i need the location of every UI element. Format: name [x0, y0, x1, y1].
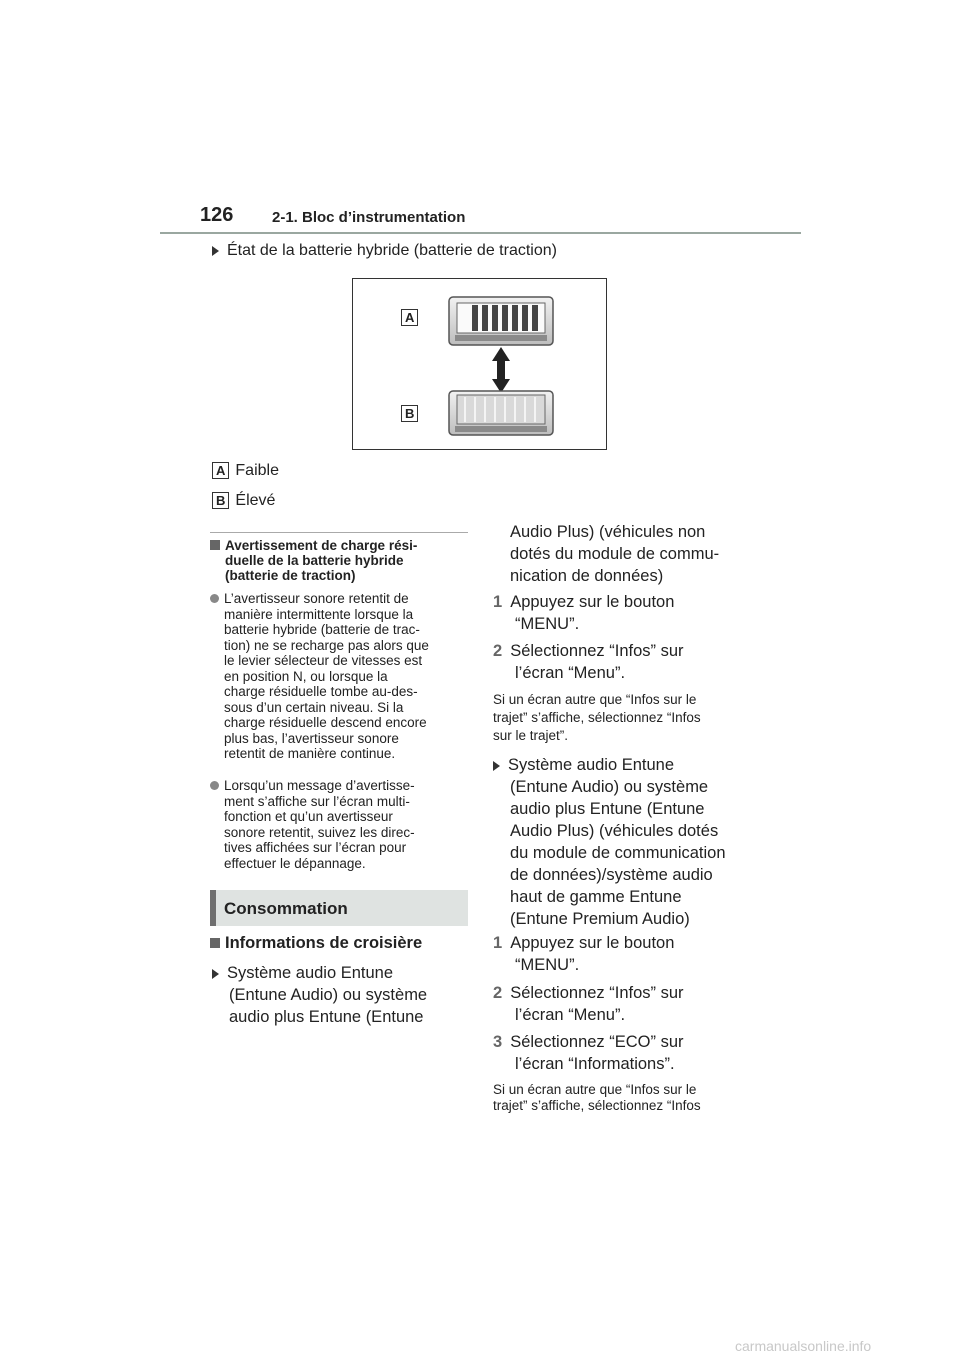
warning-heading-line: Avertissement de charge rési- [225, 538, 418, 553]
triangle-bullet-icon [493, 761, 500, 771]
step-line: l’écran “Menu”. [515, 1006, 626, 1024]
page-number: 126 [200, 204, 234, 226]
bullet-line: (Entune Premium Audio) [510, 910, 690, 928]
step-line: Sélectionnez “Infos” sur [510, 642, 684, 660]
step-number: 1 [493, 593, 503, 611]
step-number: 3 [493, 1033, 503, 1051]
bullet-line: du module de communication [510, 844, 726, 862]
warning-item-line: tion) ne se recharge pas alors que [224, 637, 429, 653]
warning-item-line: Lorsqu’un message d’avertisse- [224, 778, 415, 793]
legend-text-b: Élevé [235, 492, 276, 509]
note-line: Si un écran autre que “Infos sur le [493, 692, 697, 707]
audio-bullet-line: (Entune Audio) ou système [229, 986, 428, 1004]
note-line: sur le trajet”. [493, 728, 569, 743]
warning-item-1 [210, 591, 429, 762]
square-bullet-icon [210, 938, 220, 948]
figure-label-a: A [401, 309, 418, 326]
warning-item-line: L’avertisseur sonore retentit de [224, 591, 409, 606]
circle-bullet-icon [210, 594, 219, 603]
battery-low-icon [449, 297, 553, 345]
step-number: 2 [493, 984, 503, 1002]
warning-item-line: tives affichées sur l’écran pour [224, 840, 407, 855]
circle-bullet-icon [210, 781, 219, 790]
legend-text-a: Faible [235, 462, 279, 479]
continuation-line: nication de données) [510, 567, 664, 585]
double-arrow-icon [492, 347, 510, 393]
banner-title: Consommation [224, 899, 348, 918]
bullet-line: audio plus Entune (Entune [510, 800, 705, 818]
audio-bullet-line: Système audio Entune [227, 964, 394, 982]
step-1 [493, 591, 674, 635]
battery-gauge-illustration [445, 295, 557, 437]
note-line: trajet” s’affiche, sélectionnez “Infos [493, 710, 701, 725]
section-title: 2-1. Bloc d’instrumentation [272, 209, 466, 226]
info-heading [210, 934, 422, 953]
battery-high-icon [449, 391, 553, 435]
audio-bullet-line: audio plus Entune (Entune [229, 1008, 424, 1026]
legend-key-b: B [212, 492, 229, 509]
legend-key-a: A [212, 462, 229, 479]
square-bullet-icon [210, 540, 220, 550]
warning-item-line: effectuer le dépannage. [224, 855, 366, 871]
step-b2 [493, 982, 684, 1026]
legend-item-b [212, 492, 275, 510]
warning-item-line: manière intermittente lorsque la [224, 606, 414, 622]
step-line: l’écran “Menu”. [515, 664, 626, 682]
warning-heading [210, 538, 417, 583]
premium-audio-bullet [493, 754, 726, 930]
step-line: l’écran “Informations”. [515, 1055, 675, 1073]
bullet-line: Audio Plus) (véhicules dotés [510, 822, 719, 840]
column-divider [210, 532, 468, 533]
warning-item-line: batterie hybride (batterie de trac- [224, 622, 420, 637]
warning-item-line: charge résiduelle descend encore [224, 715, 427, 730]
bullet-line: de données)/système audio [510, 866, 713, 884]
bullet-line: Système audio Entune [508, 756, 675, 774]
warning-item-line: charge résiduelle tombe au-des- [224, 684, 418, 699]
warning-item-line: plus bas, l’avertisseur sonore [224, 730, 399, 746]
warning-heading-line: (batterie de traction) [225, 568, 356, 583]
battery-state-text: État de la batterie hybride (batterie de traction) [227, 242, 557, 259]
warning-item-line: sonore retentit, suivez les direc- [224, 824, 415, 840]
note-line: trajet” s’affiche, sélectionnez “Infos [493, 1098, 701, 1113]
continuation-line: dotés du module de commu- [510, 545, 720, 563]
step-line: Appuyez sur le bouton [510, 593, 675, 611]
note-2 [493, 1082, 701, 1114]
warning-item-2 [210, 778, 415, 871]
step-number: 2 [493, 642, 503, 660]
warning-item-line: en position N, ou lorsque la [224, 668, 388, 684]
bullet-line: (Entune Audio) ou système [510, 778, 709, 796]
warning-item-line: ment s’affiche sur l’écran multi- [224, 793, 410, 809]
warning-item-line: retentit de manière continue. [224, 746, 396, 761]
bullet-line: haut de gamme Entune [510, 888, 682, 906]
step-2 [493, 640, 684, 684]
step-line: “MENU”. [515, 956, 580, 974]
watermark: carmanualsonline.info [735, 1338, 872, 1354]
consommation-banner [210, 890, 468, 926]
step-line: “MENU”. [515, 615, 580, 633]
warning-item-line: le levier sélecteur de vitesses est [224, 653, 423, 668]
continuation-line: Audio Plus) (véhicules non [510, 523, 706, 541]
triangle-bullet-icon [212, 969, 219, 979]
header-divider [160, 232, 801, 234]
note-1 [493, 691, 701, 745]
warning-heading-line: duelle de la batterie hybride [225, 553, 404, 568]
info-heading-text: Informations de croisière [225, 934, 423, 952]
warning-item-line: fonction et qu’un avertisseur [224, 809, 393, 824]
figure-label-b: B [401, 405, 418, 422]
step-line: Sélectionnez “ECO” sur [510, 1033, 684, 1051]
battery-gauge-figure [352, 278, 607, 450]
step-line: Appuyez sur le bouton [510, 934, 675, 952]
step-line: Sélectionnez “Infos” sur [510, 984, 684, 1002]
legend-item-a [212, 462, 279, 480]
step-b3 [493, 1031, 684, 1075]
warning-item-line: sous d’un certain niveau. Si la [224, 699, 404, 715]
note-line: Si un écran autre que “Infos sur le [493, 1082, 697, 1097]
continuation-text [510, 521, 719, 587]
battery-state-bullet [212, 242, 557, 260]
triangle-bullet-icon [212, 246, 219, 256]
step-b1 [493, 932, 674, 976]
step-number: 1 [493, 934, 503, 952]
audio-bullet [212, 962, 427, 1028]
